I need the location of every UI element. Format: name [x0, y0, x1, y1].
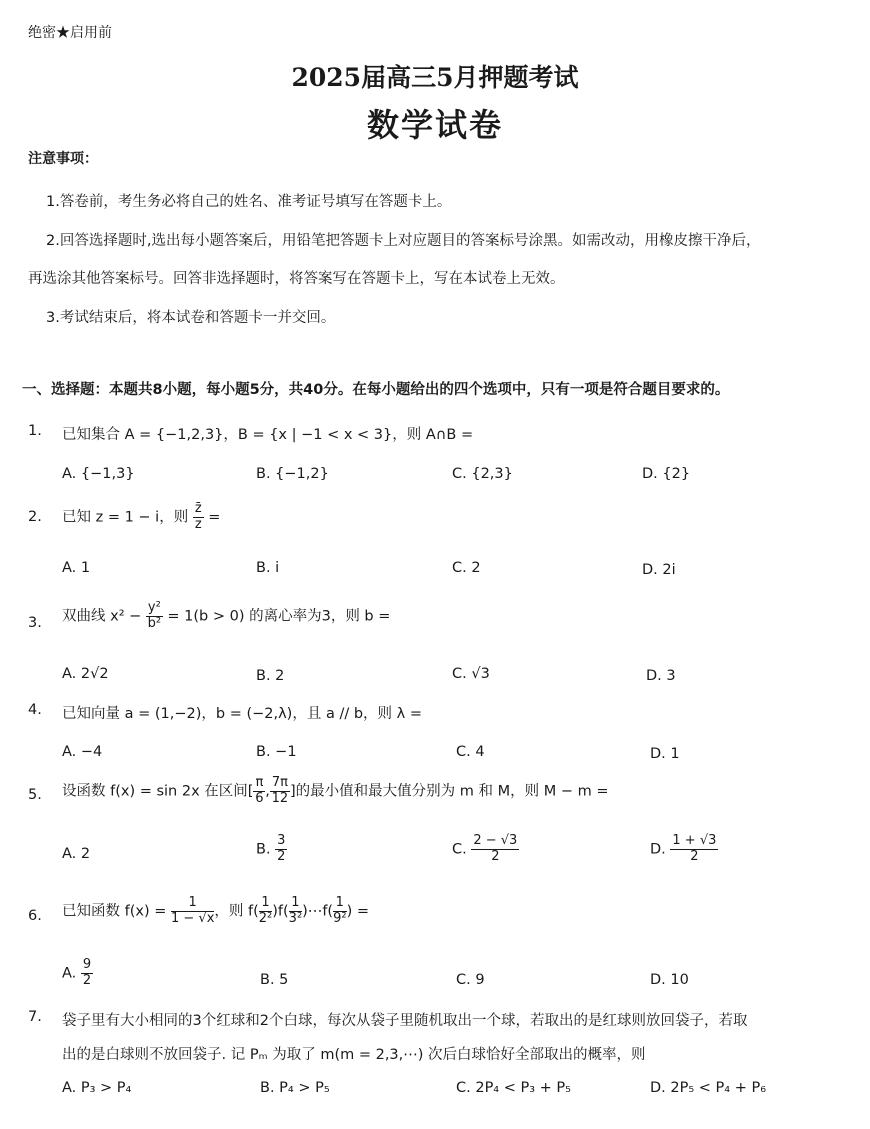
- fraction-denominator: 6: [255, 790, 264, 806]
- confidential-label: 绝密★启用前: [28, 25, 112, 41]
- option-b: B. i: [256, 560, 280, 576]
- notice-heading: 注意事项：: [28, 151, 98, 167]
- fraction-numerator: 1 + √3: [672, 833, 717, 848]
- option-label: D.: [650, 841, 666, 858]
- question-text-before: 双曲线 x² −: [62, 608, 142, 625]
- fraction: [670, 834, 718, 865]
- question-text: [62, 502, 220, 533]
- fraction-numerator: y²: [147, 600, 161, 615]
- exam-title: 2025届高三5月押题考试: [291, 63, 579, 92]
- option-b: B. −1: [256, 744, 297, 760]
- question-text-after: =: [208, 509, 221, 526]
- option-d: D. 2P₅ < P₄ + P₆: [650, 1080, 767, 1096]
- fraction-numerator: 1: [171, 896, 214, 912]
- fraction-denominator: z: [194, 516, 202, 532]
- fraction-denominator: 1 − √x: [170, 910, 215, 926]
- option-d: [650, 834, 718, 865]
- fraction-denominator: 3²: [288, 910, 303, 926]
- fraction: [171, 896, 214, 927]
- fraction: [289, 896, 302, 927]
- option-c: C. 2: [452, 560, 481, 576]
- question-text-after: = 1(b > 0) 的离心率为3，则 b =: [167, 608, 391, 625]
- option-d: D. 10: [650, 972, 689, 988]
- question-number: 3.: [28, 615, 42, 631]
- option-c: C. √3: [452, 666, 490, 682]
- question-text-mid: ，则 f(: [214, 903, 259, 920]
- fraction-denominator: 12: [271, 790, 289, 806]
- question-number: 1.: [28, 423, 42, 439]
- question-text-before: 设函数 f(x) = sin 2x 在区间[: [62, 783, 254, 800]
- question-text: 已知集合 A = {−1,2,3}，B = {x | −1 < x < 3}，则 A∩B =: [62, 427, 474, 443]
- fraction: [146, 601, 163, 632]
- option-a: [62, 958, 93, 989]
- question-text: 设函数 f(x) = sin 2x 在区间[ $\frac{\pi}{6}$ , $\frac{7\pi}{12}$ ]的最小值和最大值分别为 m 和 M，则 M − m =: [62, 775, 609, 806]
- question-number: 7.: [28, 1009, 42, 1025]
- option-a: A. −4: [62, 744, 103, 760]
- question-text-line-1: 袋子里有大小相同的3个红球和2个白球，每次从袋子里随机取出一个球，若取出的是红球则放回袋子，若取: [62, 1013, 748, 1029]
- fraction-numerator: 1: [259, 896, 272, 912]
- option-b: B. P₄ > P₅: [260, 1080, 330, 1096]
- option-c: C. 9: [456, 972, 485, 988]
- option-b: [256, 834, 287, 865]
- question-number: 5.: [28, 787, 42, 803]
- option-label: C.: [452, 841, 467, 858]
- question-text-before: 已知 z = 1 − i，则: [62, 509, 189, 526]
- option-a: A. 1: [62, 560, 91, 576]
- fraction-denominator: 2: [491, 848, 500, 864]
- fraction-numerator: z̄: [194, 501, 202, 516]
- fraction-numerator: π: [255, 775, 264, 790]
- fraction-denominator: b²: [147, 615, 162, 631]
- fraction-numerator: 2 − √3: [473, 833, 518, 848]
- option-d: D. 2i: [642, 562, 676, 578]
- option-d: D. {2}: [642, 466, 691, 482]
- option-a: A. {−1,3}: [62, 466, 135, 482]
- fraction-denominator: 2: [277, 848, 286, 864]
- fraction-numerator: 3: [277, 833, 286, 848]
- paper-title: 数学试卷: [366, 106, 503, 144]
- question-number: 6.: [28, 908, 42, 924]
- fraction-denominator: 2: [82, 972, 92, 988]
- option-c: C. 4: [456, 744, 485, 760]
- option-d: D. 1: [650, 746, 680, 762]
- question-number: 2.: [28, 509, 42, 525]
- fraction-numerator: 1: [289, 896, 302, 912]
- fraction: [275, 834, 287, 865]
- option-b: B. 2: [256, 668, 285, 684]
- option-label: B.: [256, 841, 271, 858]
- question-number: 4.: [28, 702, 42, 718]
- question-text: 已知函数 f(x) = $\frac{1}{1 - √x}$ ，则 f( $\frac{1}{\text{2²}}$ )f( $\frac{1}{\text{3²}}$ )⋯f( $\frac{1}{\text{9²}}$ ) =: [62, 895, 369, 926]
- notice-item-1: 1.答卷前，考生务必将自己的姓名、准考证号填写在答题卡上。: [46, 194, 452, 210]
- option-a: A. 2: [62, 846, 91, 862]
- question-text: 已知向量 a = (1,−2)，b = (−2,λ)，且 a // b，则 λ =: [62, 706, 422, 722]
- fraction: [259, 896, 272, 927]
- fraction-numerator: 1: [333, 896, 346, 912]
- option-c: C. {2,3}: [452, 466, 513, 482]
- fraction-denominator: 9²: [333, 910, 347, 926]
- fraction: [471, 834, 519, 865]
- question-text: [62, 601, 390, 632]
- fraction: [333, 896, 346, 927]
- option-a: A. 2√2: [62, 666, 109, 682]
- option-label: A.: [62, 965, 77, 982]
- option-c: C. 2P₄ < P₃ + P₅: [456, 1080, 571, 1096]
- option-c: [452, 834, 519, 865]
- option-b: B. 5: [260, 972, 289, 988]
- notice-item-2-line-1: 2.回答选择题时,选出每小题答案后，用铅笔把答题卡上对应题目的答案标号涂黑。如需改动，用橡皮擦干净后，: [46, 233, 761, 249]
- question-text-before: 已知函数 f(x) =: [62, 903, 167, 920]
- fraction: [81, 958, 93, 989]
- question-text-after: ) =: [346, 903, 369, 920]
- fraction-numerator: 7π: [271, 775, 288, 790]
- option-d: D. 3: [646, 668, 676, 684]
- fraction: [193, 502, 204, 533]
- fraction-numerator: 9: [82, 957, 92, 972]
- option-a: A. P₃ > P₄: [62, 1080, 132, 1096]
- notice-item-3: 3.考试结束后，将本试卷和答题卡一并交回。: [46, 310, 336, 326]
- section-title: 一、选择题：本题共8小题，每小题5分，共40分。在每小题给出的四个选项中，只有一项是符合题目要求的。: [22, 382, 730, 398]
- fraction: [270, 776, 290, 807]
- fraction-denominator: 2: [690, 848, 699, 864]
- question-text-after: ]的最小值和最大值分别为 m 和 M，则 M − m =: [289, 783, 609, 800]
- question-text-line-2: 出的是白球则不放回袋子. 记 Pₘ 为取了 m(m = 2,3,⋯) 次后白球恰好全部取出的概率，则: [62, 1047, 646, 1063]
- fraction: [253, 776, 265, 807]
- notice-item-2-line-2: 再选涂其他答案标号。回答非选择题时，将答案写在答题卡上，写在本试卷上无效。: [28, 271, 565, 287]
- option-b: B. {−1,2}: [256, 466, 329, 482]
- fraction-denominator: 2²: [258, 910, 273, 926]
